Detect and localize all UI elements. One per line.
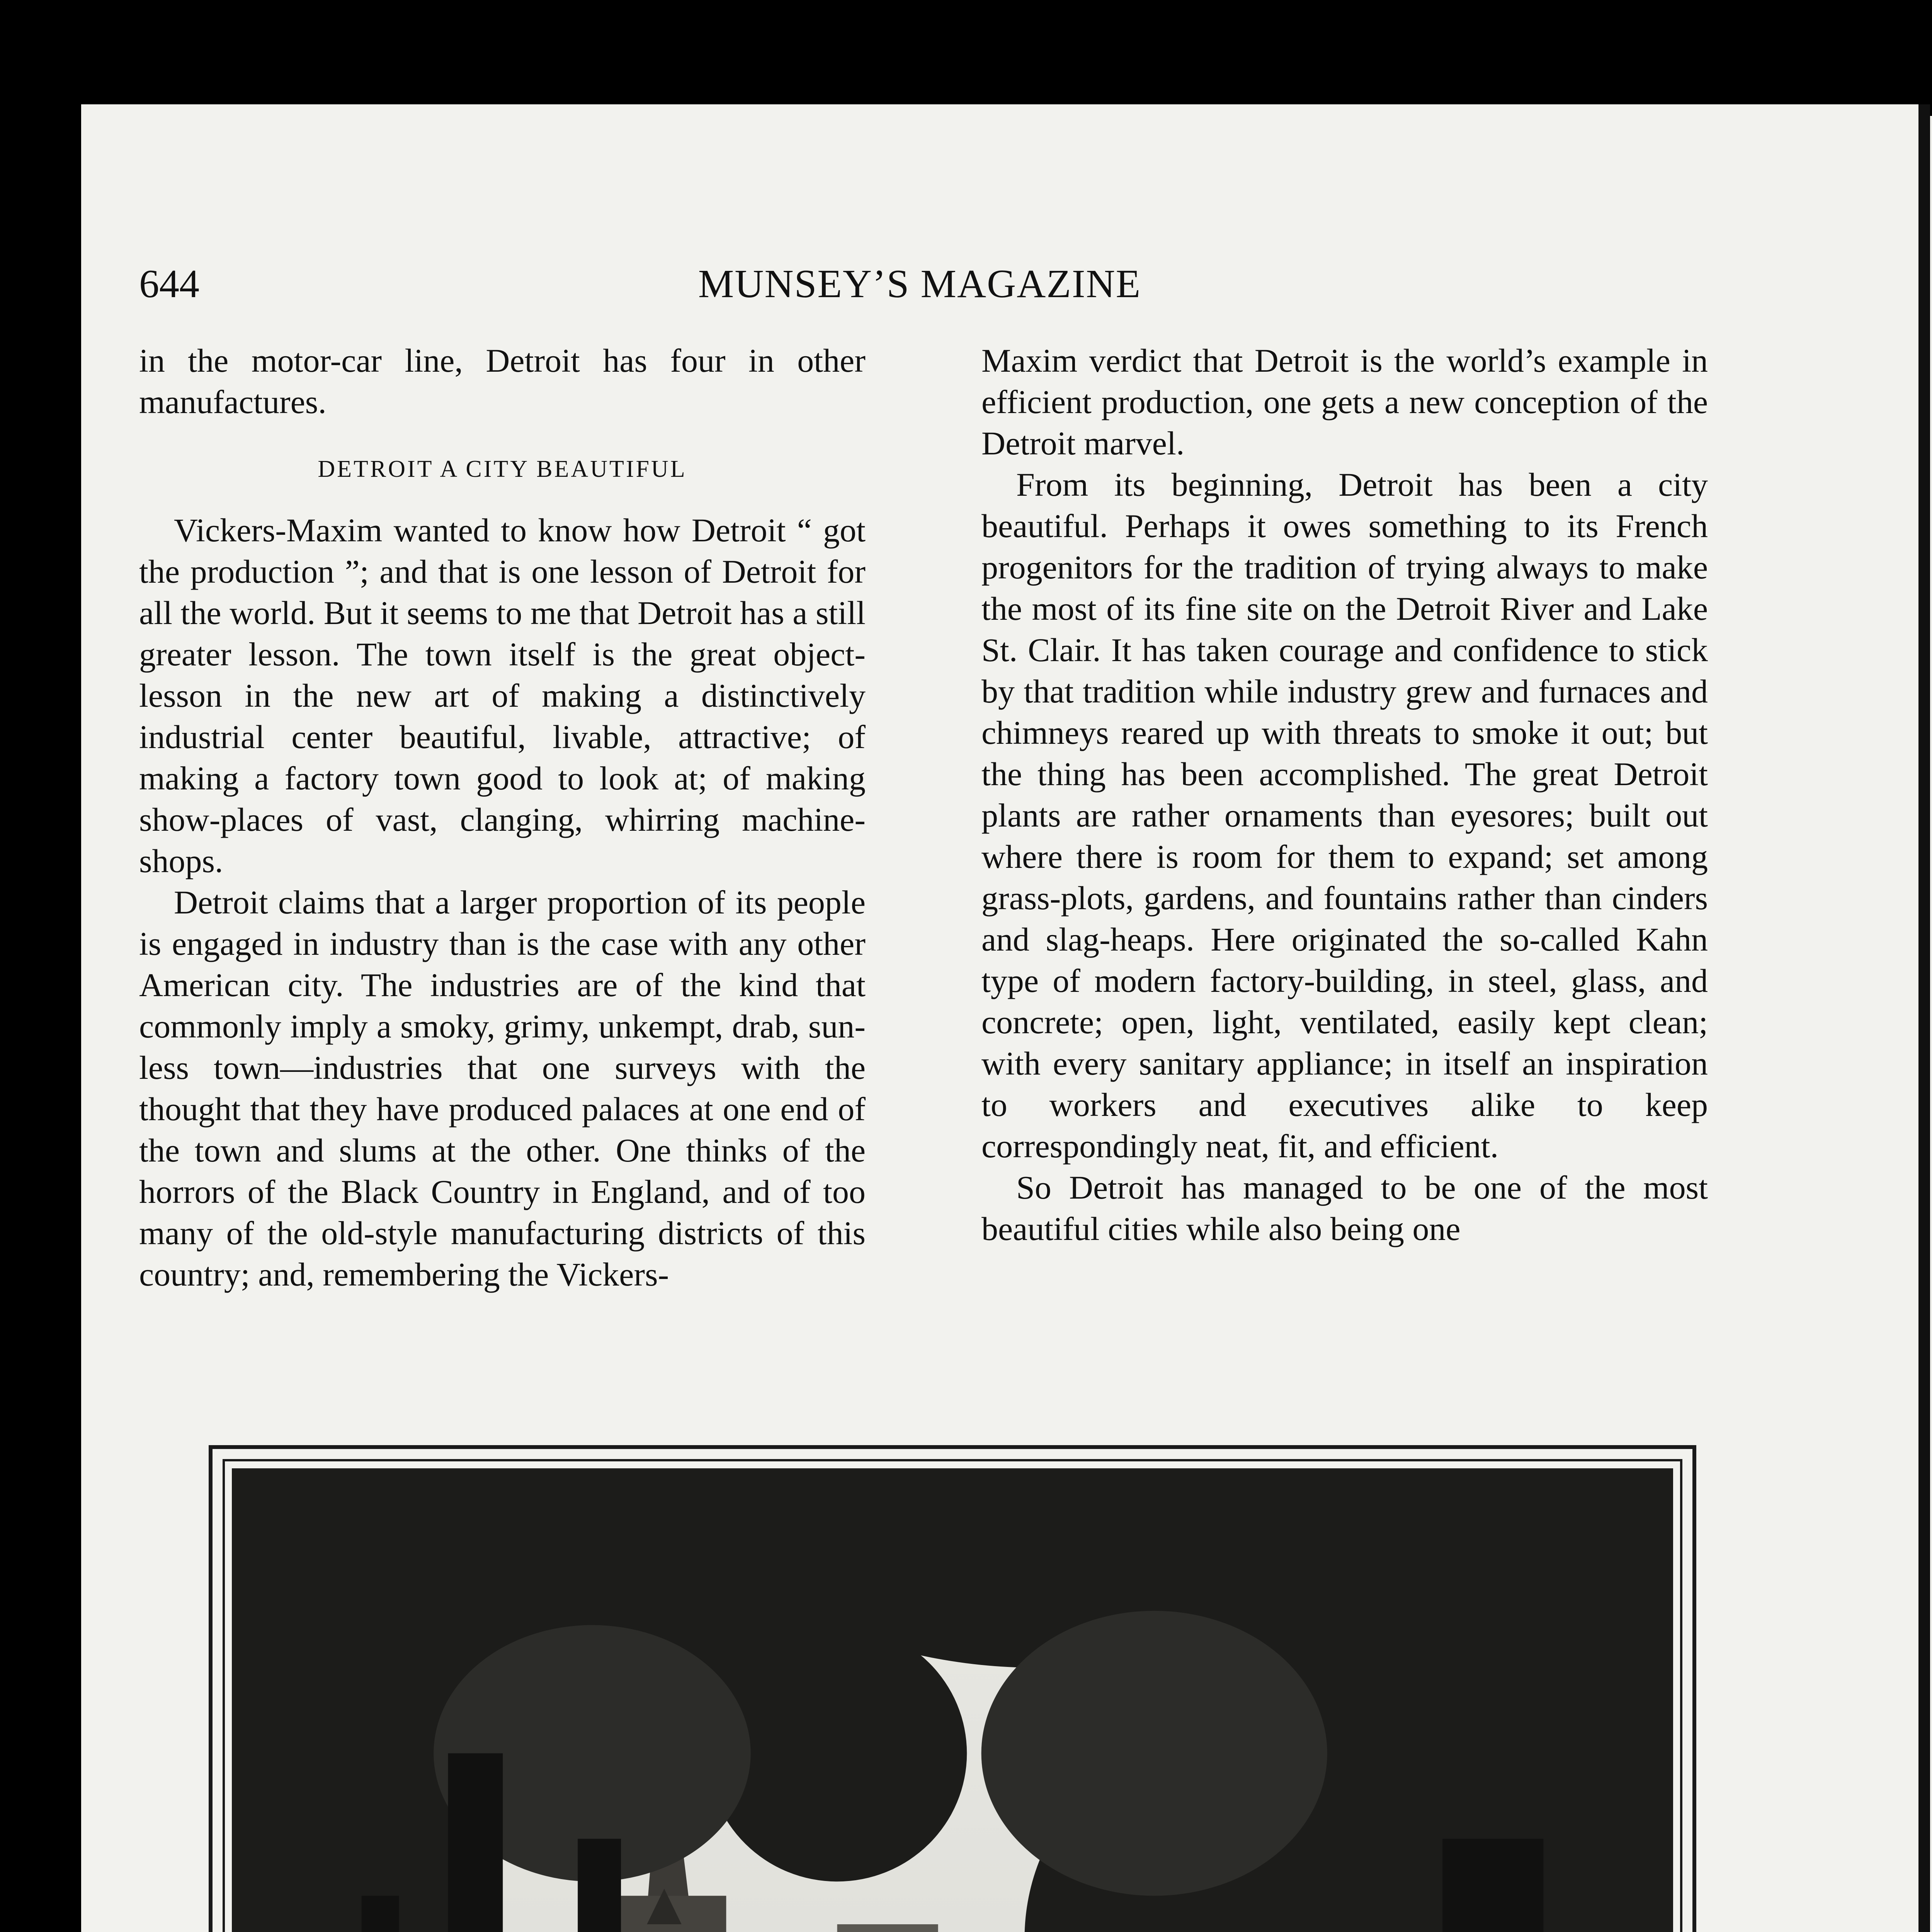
running-head [139, 253, 1700, 315]
section-heading: DETROIT A CITY BEAUTIFUL [318, 456, 687, 482]
paragraph: Detroit claims that a larger proportion of its people is engaged in industry than is the case with any other American city. The industries are of the kind that commonly imply a smoky, grimy, unkempt, drab, sunless town—industries that one surveys with the thought that they have produced palaces at one end of the town and slums at the other. One thinks of the horrors of the Black Country in England, and of too many of the old-style manufacturing districts of this country; and, remembering the Vickers- [139, 884, 866, 1293]
paragraph: Maxim verdict that Detroit is the world’s example in efficient production, one gets a new conception of the Detroit marvel. [981, 342, 1708, 462]
facing-page-edge [1930, 116, 1932, 1932]
park-photograph [232, 1468, 1673, 1932]
paragraph: So Detroit has managed to be one of the most beautiful cities while also being one [981, 1169, 1708, 1247]
photo-border [223, 1459, 1682, 1932]
paragraph: in the motor-car line, Detroit has four in other manufactures. [139, 342, 866, 420]
paragraph: From its beginning, Detroit has been a city beautiful. Perhaps it owes something to its French progenitors for the tradition of trying always to make the most of its fine site on the Detroit River and Lake St. Clair. It has taken courage and confidence to stick by that tradition while industry grew and furnaces and chimneys reared up with threats to smoke it out; but the thing has been accomplished. The great Detroit plants are rather ornaments than eyesores; built out where there is room for them to expand; set among grass-plots, gardens, and fountains rather than cinders and slag-heaps. Here originated the so-called Kahn type of modern factory-building, in steel, glass, and concrete; open, light, ventilated, easily kept clean; with every sanitary appliance; in itself an inspiration to workers and executives alike to keep correspondingly neat, fit, and efficient. [981, 466, 1708, 1165]
page-number: 644 [139, 262, 199, 306]
gutter-shadow [1918, 104, 1930, 1932]
photo-frame [209, 1445, 1696, 1932]
left-column [139, 340, 866, 1295]
paragraph: Vickers-Maxim wanted to know how Detroit “ got the production ”; and that is one lesson of Detroit for all the world. But it seems to me that Detroit has a still greater lesson. The town itself is the great object-lesson in the new art of making a distinctively industrial center beautiful, livable, attractive; of making a factory town good to look at; of making show-places of vast, clanging, whirring machine-shops. [139, 512, 866, 879]
magazine-title: MUNSEY’S MAGAZINE [698, 262, 1141, 306]
right-column [981, 340, 1708, 1250]
